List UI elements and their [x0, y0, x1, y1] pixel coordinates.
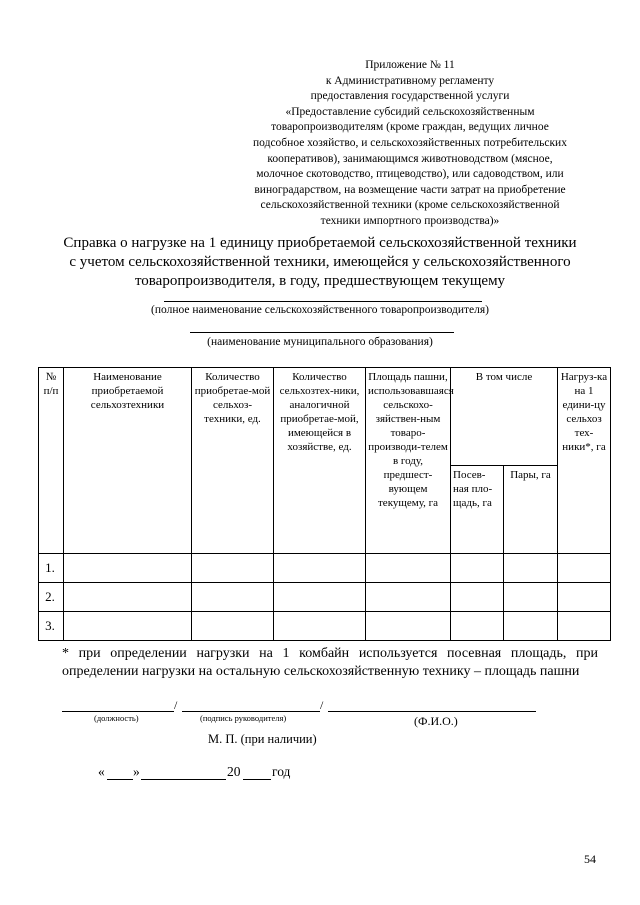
table-cell[interactable] [64, 583, 192, 612]
table-cell[interactable] [64, 554, 192, 583]
footnote: * при определении нагрузки на 1 комбайн используется посевная площадь, при определении нагрузки на остальную сельскохозяйственную технику – площадь пашни [62, 646, 598, 679]
title-line: Справка о нагрузке на 1 единицу приобретаемой сельскохозяйственной техники [63, 235, 577, 251]
header-equipment-name: Наименование приобретаемой сельхозтехники [64, 368, 192, 554]
table-cell[interactable] [366, 612, 451, 641]
title-line: с учетом сельскохозяйственной техники, имеющейся у сельскохозяйственного [69, 254, 571, 270]
header-line: техники импортного производства)» [320, 214, 500, 227]
header-line: Приложение № 11 [365, 59, 455, 71]
signature-label: (подпись руководителя) [200, 713, 287, 723]
header-line: кооперативов), занимающимся животноводством (мясное, [267, 152, 553, 165]
table-row [39, 583, 611, 612]
table-row [39, 612, 611, 641]
table-cell[interactable] [558, 583, 611, 612]
table-cell[interactable] [192, 612, 274, 641]
table-cell[interactable] [504, 583, 558, 612]
header-line: виноградарством, на возмещение части затрат на приобретение [254, 183, 566, 196]
slash: / [174, 698, 178, 712]
table-cell[interactable] [274, 583, 366, 612]
table-cell[interactable] [366, 554, 451, 583]
table-cell[interactable] [558, 554, 611, 583]
municipality-field[interactable] [190, 332, 454, 333]
header-line: к Административному регламенту [325, 74, 495, 87]
header-line: молочное скотоводство, птицеводство), или садоводством, или [256, 168, 564, 181]
header-fallow: Пары, га [504, 466, 558, 554]
header-line: «Предоставление субсидий сельскохозяйственным [285, 105, 535, 118]
producer-name-caption: (полное наименование сельскохозяйственного товаропроизводителя) [151, 304, 489, 316]
table-cell[interactable] [192, 554, 274, 583]
position-label: (должность) [94, 713, 139, 723]
date-month-field[interactable] [141, 779, 226, 780]
table-cell[interactable] [504, 554, 558, 583]
table-cell[interactable] [451, 583, 504, 612]
date-year-field[interactable] [243, 779, 271, 780]
date-close-quote: » [133, 764, 140, 779]
header-line: сельскохозяйственной техники (кроме сельскохозяйственной [260, 199, 560, 212]
table-cell[interactable] [366, 583, 451, 612]
header-arable-area: Площадь пашни, использовавшаяся сельскохо-зяйствен-ным товаро-производи-телем в году, предшест-вующем текущему, га [366, 368, 451, 554]
table-cell[interactable] [274, 554, 366, 583]
table-cell[interactable] [451, 612, 504, 641]
table-cell[interactable] [451, 554, 504, 583]
header-load-per-unit: Нагруз-ка на 1 едини-цу сельхоз тех-ники*, га [558, 368, 611, 554]
producer-name-field[interactable] [164, 301, 482, 302]
table-cell[interactable] [192, 583, 274, 612]
title-line: товаропроизводителя, в году, предшествующем текущему [134, 273, 506, 289]
header-line: подсобное хозяйство, и сельскохозяйственных потребительских [253, 136, 567, 149]
date-century: 20 [227, 764, 241, 779]
header-number: № п/п [39, 368, 64, 554]
row-number: 1. [39, 554, 64, 583]
municipality-caption: (наименование муниципального образования) [207, 336, 433, 348]
page-number: 54 [584, 852, 596, 866]
date-open-quote: « [98, 764, 105, 779]
slash: / [320, 698, 324, 712]
header-line: предоставления государственной услуги [310, 90, 510, 103]
header-purchased-qty: Количество приобретае-мой сельхоз-техники, ед. [192, 368, 274, 554]
signature-field[interactable] [182, 711, 320, 712]
header-including: В том числе [451, 368, 558, 466]
fio-label: (Ф.И.О.) [414, 714, 458, 728]
table-cell[interactable] [504, 612, 558, 641]
seal-label: М. П. (при наличии) [208, 732, 317, 746]
load-table [38, 367, 611, 641]
fio-field[interactable] [328, 711, 536, 712]
header-existing-qty: Количество сельхозтех-ники, аналогичной приобретае-мой, имеющейся в хозяйстве, ед. [274, 368, 366, 554]
header-line: товаропроизводителям (кроме граждан, ведущих личное [271, 121, 549, 134]
date-day-field[interactable] [107, 779, 133, 780]
table-cell[interactable] [274, 612, 366, 641]
table-cell[interactable] [64, 612, 192, 641]
date-year-suffix: год [272, 764, 291, 779]
document-title [40, 234, 600, 291]
row-number: 2. [39, 583, 64, 612]
table-row [39, 554, 611, 583]
appendix-header [210, 58, 610, 230]
table-cell[interactable] [558, 612, 611, 641]
position-field[interactable] [62, 711, 174, 712]
header-sown-area: Посев-ная пло-щадь, га [451, 466, 504, 554]
row-number: 3. [39, 612, 64, 641]
